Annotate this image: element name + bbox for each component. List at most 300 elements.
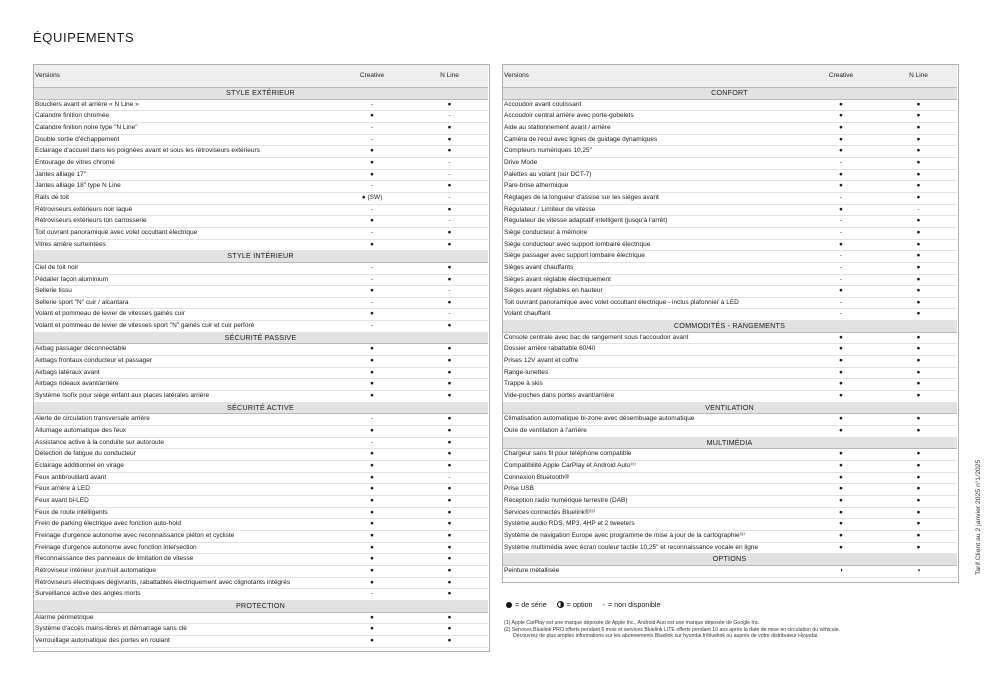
equipment-row: [502, 356, 957, 368]
creative-cell: -: [333, 589, 411, 601]
equipment-name: Accoudoir central arrière avec porte-gobelets: [502, 111, 802, 123]
equipment-name: Alerte de circulation transversale arrière: [33, 414, 333, 426]
creative-cell: -: [333, 227, 411, 239]
creative-cell: ●: [333, 309, 411, 321]
nline-cell: ●: [880, 192, 957, 204]
nline-cell: ●: [880, 507, 957, 519]
creative-cell: -: [802, 251, 880, 263]
equipment-name: Ouïe de ventilation à l'arrière: [502, 426, 802, 438]
section-header-row: [33, 251, 488, 263]
creative-cell: ●: [802, 239, 880, 251]
section-header-row: [33, 332, 488, 344]
creative-cell: ●: [333, 495, 411, 507]
nline-cell: ●: [880, 461, 957, 473]
equipment-row: [33, 426, 488, 438]
equipment-name: Airbags rideaux avant/arrière: [33, 379, 333, 391]
nline-cell: ●: [411, 589, 488, 601]
section-header-row: [33, 600, 488, 612]
nline-cell: ●: [880, 344, 957, 356]
equipment-name: Toit ouvrant panoramique avec volet occultant électrique - inclus plafonnier à LED: [502, 297, 802, 309]
legend: [506, 600, 661, 609]
equipment-name: Régulateur de vitesse adaptatif intelligent (jusqu'à l'arrêt): [502, 216, 802, 228]
nline-cell: ●: [880, 542, 957, 554]
equipment-name: Système audio RDS, MP3, 4HP et 2 tweeters: [502, 519, 802, 531]
footnote-2-continued: Découvrez de plus amples informations sur les abonnements Bluelink sur hyundai.fr/bluelink ou auprès de votre distributeur Hyundai.: [513, 633, 819, 640]
creative-cell: ●: [802, 169, 880, 181]
equipment-row: [33, 146, 488, 158]
creative-cell: ●: [802, 495, 880, 507]
nline-cell: ●: [411, 624, 488, 636]
creative-cell: ●: [333, 484, 411, 496]
equipment-name: Services connectés Bluelink®⁽²⁾: [502, 507, 802, 519]
creative-cell: ●: [333, 530, 411, 542]
nline-cell: -: [411, 157, 488, 169]
creative-cell: ●: [802, 530, 880, 542]
creative-cell: ●: [333, 367, 411, 379]
equipment-name: Volant chauffant: [502, 309, 802, 321]
equipment-name: Chargeur sans fil pour téléphone compatible: [502, 449, 802, 461]
creative-cell: ●: [333, 635, 411, 647]
equipment-row: [502, 565, 957, 577]
equipment-row: [33, 635, 488, 647]
equipment-row: [502, 157, 957, 169]
nline-cell: ●: [880, 426, 957, 438]
equipment-table-left: [33, 64, 488, 648]
equipment-name: Aide au stationnement avant / arrière: [502, 122, 802, 134]
nline-cell: ●: [411, 519, 488, 531]
equipment-name: Système d'accès mains-libres et démarrage sans clé: [33, 624, 333, 636]
equipment-name: Vitres arrière surteintées: [33, 239, 333, 251]
equipment-name: Surveillance active des angles morts: [33, 589, 333, 601]
creative-header: Creative: [802, 65, 880, 88]
equipment-row: [33, 181, 488, 193]
equipment-name: Caméra de recul avec lignes de guidage dynamiques: [502, 134, 802, 146]
equipment-name: Peinture métallisée: [502, 565, 802, 577]
creative-cell: ●: [333, 565, 411, 577]
footnote-2: (2) Services Bluelink PRO offerts pendant 6 mois et services Bluelink LITE offerts pendant 10 ans après la date de mise en circulation du véhicule.: [504, 626, 841, 633]
equipment-row: [33, 437, 488, 449]
creative-cell: -: [802, 297, 880, 309]
nline-cell: ●: [411, 437, 488, 449]
equipment-row: [502, 262, 957, 274]
equipment-row: [502, 181, 957, 193]
creative-cell: ●: [802, 286, 880, 298]
equipment-name: Feux avant bi-LED: [33, 495, 333, 507]
creative-cell: -: [802, 309, 880, 321]
creative-cell: -: [333, 262, 411, 274]
creative-cell: ●: [333, 507, 411, 519]
nline-cell: ●: [411, 122, 488, 134]
nline-cell: -: [411, 286, 488, 298]
equipment-row: [33, 461, 488, 473]
equipment-row: [33, 589, 488, 601]
nline-cell: ●: [411, 274, 488, 286]
equipment-name: Feux antibrouillard avant: [33, 472, 333, 484]
equipment-row: [502, 426, 957, 438]
legend-standard-label: = de série: [515, 600, 547, 609]
nline-cell: ●: [411, 262, 488, 274]
nline-cell: ●: [880, 239, 957, 251]
creative-cell: -: [333, 134, 411, 146]
nline-cell: -: [411, 169, 488, 181]
equipment-name: Console centrale avec bac de rangement sous l'accoudoir avant: [502, 332, 802, 344]
page-title: ÉQUIPEMENTS: [33, 30, 135, 45]
equipment-row: [502, 111, 957, 123]
equipment-row: [33, 624, 488, 636]
nline-cell: ●: [411, 344, 488, 356]
equipment-name: Eclairage d'accueil dans les poignées avant et sous les rétroviseurs extérieurs: [33, 146, 333, 158]
equipment-row: [502, 309, 957, 321]
creative-cell: -: [333, 122, 411, 134]
footnotes: [504, 620, 840, 640]
section-title: CONFORT: [502, 88, 957, 100]
section-header-row: [33, 88, 488, 100]
equipment-name: Rétroviseur intérieur jour/nuit automatique: [33, 565, 333, 577]
creative-cell: ●: [802, 472, 880, 484]
equipment-name: Airbag passager déconnectable: [33, 344, 333, 356]
nline-cell: ●: [880, 146, 957, 158]
creative-cell: ●: [333, 356, 411, 368]
creative-cell: ●: [333, 472, 411, 484]
equipment-name: Climatisation automatique bi-zone avec désembuage automatique: [502, 414, 802, 426]
creative-cell: ●: [333, 379, 411, 391]
option-half-circle-icon: [557, 601, 564, 608]
equipment-row: [502, 332, 957, 344]
equipment-row: [502, 391, 957, 403]
equipment-name: Entourage de vitres chromé: [33, 157, 333, 169]
equipment-row: [502, 146, 957, 158]
equipment-row: [33, 519, 488, 531]
equipment-row: [502, 484, 957, 496]
equipment-row: [33, 414, 488, 426]
equipment-row: [33, 356, 488, 368]
nline-cell: -: [411, 309, 488, 321]
equipment-name: Trappe à skis: [502, 379, 802, 391]
nline-cell: ●: [880, 251, 957, 263]
nline-cell: ●: [411, 577, 488, 589]
equipment-row: [33, 309, 488, 321]
equipment-row: [33, 495, 488, 507]
equipment-row: [502, 519, 957, 531]
nline-header: N Line: [880, 65, 957, 88]
nline-cell: ●: [880, 227, 957, 239]
creative-cell: -: [333, 321, 411, 333]
nline-cell: ●: [880, 169, 957, 181]
nline-cell: ●: [411, 99, 488, 111]
equipment-name: Rétroviseurs extérieurs noir laqué: [33, 204, 333, 216]
equipment-row: [33, 449, 488, 461]
nline-cell: ●: [411, 321, 488, 333]
creative-cell: ●: [802, 461, 880, 473]
nline-cell: ●: [880, 332, 957, 344]
nline-cell: ●: [880, 99, 957, 111]
creative-cell: ●: [802, 542, 880, 554]
creative-cell: ●: [333, 216, 411, 228]
equipment-row: [33, 344, 488, 356]
equipment-name: Eclairage additionnel en virage: [33, 461, 333, 473]
equipment-row: [502, 542, 957, 554]
creative-cell: ●: [802, 344, 880, 356]
creative-cell: ●: [333, 286, 411, 298]
nline-cell: -: [411, 111, 488, 123]
creative-cell: ●: [802, 332, 880, 344]
nline-cell: ●: [411, 426, 488, 438]
equipment-name: Système multimédia avec écran couleur tactile 10,25" et reconnaissance vocale en ligne: [502, 542, 802, 554]
equipment-name: Calandre finition noire type "N Line": [33, 122, 333, 134]
equipment-name: Palettes au volant (sur DCT-7): [502, 169, 802, 181]
equipment-row: [33, 216, 488, 228]
nline-cell: ●: [880, 391, 957, 403]
legend-standard: [506, 600, 547, 609]
nline-cell: ●: [880, 157, 957, 169]
equipment-row: [33, 157, 488, 169]
equipment-row: [502, 414, 957, 426]
equipment-name: Reconnaissance des panneaux de limitation de vitesse: [33, 554, 333, 566]
creative-cell: ●: [802, 414, 880, 426]
creative-cell: -: [802, 262, 880, 274]
equipment-row: [33, 484, 488, 496]
equipment-name: Réception radio numérique terrestre (DAB): [502, 495, 802, 507]
legend-option-label: = option: [566, 600, 593, 609]
creative-cell: -: [802, 227, 880, 239]
equipment-name: Boucliers avant et arrière « N Line »: [33, 99, 333, 111]
section-title: VENTILATION: [502, 402, 957, 414]
equipment-row: [33, 111, 488, 123]
nline-cell: ●: [880, 472, 957, 484]
equipment-row: [33, 134, 488, 146]
equipment-row: [33, 379, 488, 391]
equipment-name: Dossier arrière rabattable 60/40: [502, 344, 802, 356]
section-header-row: [502, 88, 957, 100]
equipment-name: Prise USB: [502, 484, 802, 496]
creative-cell: ●: [333, 239, 411, 251]
equipment-row: [502, 344, 957, 356]
equipment-name: Siège conducteur avec support lombaire électrique: [502, 239, 802, 251]
section-header-row: [33, 402, 488, 414]
equipment-row: [33, 472, 488, 484]
equipment-row: [502, 251, 957, 263]
nline-cell: ●: [411, 356, 488, 368]
nline-cell: ●: [411, 530, 488, 542]
nline-cell: ●: [411, 484, 488, 496]
equipment-name: Toit ouvrant panoramique avec volet occultant électrique: [33, 227, 333, 239]
section-title: SÉCURITÉ ACTIVE: [33, 402, 488, 414]
creative-cell: ●: [802, 507, 880, 519]
equipment-row: [502, 297, 957, 309]
equipment-name: Alarme périmétrique: [33, 612, 333, 624]
equipment-row: [33, 192, 488, 204]
equipment-name: Verrouillage automatique des portes en roulant: [33, 635, 333, 647]
section-title: STYLE EXTÉRIEUR: [33, 88, 488, 100]
equipment-row: [33, 565, 488, 577]
creative-cell: ●: [333, 542, 411, 554]
nline-cell: ●: [880, 274, 957, 286]
equipment-name: Calandre finition chromée: [33, 111, 333, 123]
creative-cell: -: [333, 297, 411, 309]
equipment-row: [33, 612, 488, 624]
creative-cell: ● (SW): [333, 192, 411, 204]
legend-option: [557, 600, 593, 609]
equipment-row: [502, 99, 957, 111]
section-title: OPTIONS: [502, 554, 957, 566]
equipment-name: Freinage d'urgence autonome avec reconnaissance piéton et cycliste: [33, 530, 333, 542]
creative-cell: ◑: [802, 565, 880, 577]
creative-cell: ●: [333, 554, 411, 566]
equipment-row: [502, 204, 957, 216]
equipment-table-right: [502, 64, 957, 578]
equipment-row: [502, 216, 957, 228]
equipment-name: Double sortie d'échappement: [33, 134, 333, 146]
section-header-row: [502, 321, 957, 333]
nline-cell: ●: [411, 554, 488, 566]
equipment-row: [502, 379, 957, 391]
nline-cell: ●: [880, 297, 957, 309]
nline-cell: ●: [880, 122, 957, 134]
nline-cell: ●: [411, 507, 488, 519]
equipment-row: [33, 169, 488, 181]
equipment-name: Rétroviseurs extérieurs ton carrosserie: [33, 216, 333, 228]
creative-cell: ●: [333, 344, 411, 356]
table-header-row: [502, 65, 957, 88]
equipment-name: Volant et pommeau de levier de vitesses gainés cuir: [33, 309, 333, 321]
creative-cell: -: [802, 274, 880, 286]
equipment-row: [33, 286, 488, 298]
equipment-row: [502, 495, 957, 507]
nline-cell: ●: [411, 635, 488, 647]
equipment-name: Sièges avant réglable électriquement: [502, 274, 802, 286]
equipment-name: Sièges avant réglables en hauteur: [502, 286, 802, 298]
equipment-name: Siège conducteur à mémoire: [502, 227, 802, 239]
nline-cell: ●: [880, 414, 957, 426]
creative-cell: -: [802, 192, 880, 204]
equipment-row: [502, 122, 957, 134]
equipment-row: [33, 99, 488, 111]
section-header-row: [502, 402, 957, 414]
equipment-name: Détection de fatigue du conducteur: [33, 449, 333, 461]
nline-cell: ●: [411, 181, 488, 193]
creative-cell: ●: [333, 157, 411, 169]
equipment-name: Connexion Bluetooth®: [502, 472, 802, 484]
equipment-name: Range-lunettes: [502, 367, 802, 379]
equipment-name: Système Isofix pour siège enfant aux places latérales arrière: [33, 391, 333, 403]
nline-cell: ●: [411, 134, 488, 146]
equipment-name: Airbags latéraux avant: [33, 367, 333, 379]
equipment-row: [33, 507, 488, 519]
equipment-row: [502, 239, 957, 251]
creative-cell: ●: [802, 204, 880, 216]
creative-cell: ●: [333, 519, 411, 531]
nline-cell: ●: [880, 309, 957, 321]
nline-cell: ●: [880, 111, 957, 123]
nline-cell: ●: [880, 262, 957, 274]
nline-cell: ●: [411, 367, 488, 379]
equipment-name: Régulateur / Limiteur de vitesse: [502, 204, 802, 216]
section-title: PROTECTION: [33, 600, 488, 612]
creative-cell: -: [333, 274, 411, 286]
nline-cell: ●: [411, 565, 488, 577]
equipment-row: [33, 227, 488, 239]
section-title: SÉCURITÉ PASSIVE: [33, 332, 488, 344]
standard-dot-icon: [506, 602, 512, 608]
nline-cell: -: [411, 216, 488, 228]
equipment-name: Jantes alliage 18" type N Line: [33, 181, 333, 193]
equipment-name: Sellerie tissu: [33, 286, 333, 298]
section-title: MULTIMÉDIA: [502, 437, 957, 449]
creative-cell: ●: [802, 484, 880, 496]
nline-cell: ●: [411, 379, 488, 391]
creative-cell: ●: [333, 577, 411, 589]
equipment-name: Drive Mode: [502, 157, 802, 169]
equipment-row: [502, 530, 957, 542]
section-title: COMMODITÉS - RANGEMENTS: [502, 321, 957, 333]
equipment-name: Rails de toit: [33, 192, 333, 204]
nline-cell: -: [411, 192, 488, 204]
creative-cell: ●: [333, 624, 411, 636]
equipment-row: [502, 169, 957, 181]
equipment-row: [33, 530, 488, 542]
equipment-name: Freinage d'urgence autonome avec fonction intersection: [33, 542, 333, 554]
creative-cell: ●: [802, 379, 880, 391]
creative-cell: ●: [333, 449, 411, 461]
nline-cell: ●: [411, 239, 488, 251]
nline-header: N Line: [411, 65, 488, 88]
nline-cell: ◑: [880, 565, 957, 577]
nline-cell: ●: [880, 449, 957, 461]
versions-header: Versions: [33, 65, 333, 88]
nline-cell: ●: [880, 367, 957, 379]
section-title: STYLE INTÉRIEUR: [33, 251, 488, 263]
creative-cell: ●: [802, 146, 880, 158]
equipment-name: Frein de parking électrique avec fonction auto-hold: [33, 519, 333, 531]
footnote-1: (1) Apple CarPlay est une marque déposée de Apple Inc., Android Auo est une marque déposée de Google Inc.: [504, 620, 760, 626]
section-header-row: [502, 554, 957, 566]
nline-cell: ●: [411, 449, 488, 461]
equipment-row: [33, 554, 488, 566]
equipment-row: [33, 297, 488, 309]
nline-cell: ●: [880, 134, 957, 146]
nline-cell: ●: [411, 204, 488, 216]
nline-cell: ●: [880, 286, 957, 298]
equipment-name: Airbags frontaux conducteur et passager: [33, 356, 333, 368]
creative-cell: ●: [802, 111, 880, 123]
creative-cell: ●: [802, 181, 880, 193]
creative-cell: ●: [333, 426, 411, 438]
equipment-row: [33, 391, 488, 403]
creative-cell: -: [333, 437, 411, 449]
legend-unavailable: [603, 600, 661, 609]
equipment-name: Prises 12V avant et coffre: [502, 356, 802, 368]
nline-cell: ●: [880, 495, 957, 507]
equipment-row: [502, 227, 957, 239]
equipment-name: Sièges avant chauffants: [502, 262, 802, 274]
nline-cell: ●: [880, 379, 957, 391]
creative-cell: -: [802, 216, 880, 228]
creative-cell: ●: [802, 134, 880, 146]
equipment-name: Ciel de toit noir: [33, 262, 333, 274]
nline-cell: ●: [880, 356, 957, 368]
creative-cell: ●: [333, 612, 411, 624]
nline-cell: ●: [411, 414, 488, 426]
creative-cell: ●: [802, 426, 880, 438]
equipment-row: [33, 239, 488, 251]
equipment-row: [33, 321, 488, 333]
equipment-name: Accoudoir avant coulissant: [502, 99, 802, 111]
nline-cell: ●: [880, 519, 957, 531]
nline-cell: -: [411, 472, 488, 484]
creative-cell: ●: [333, 461, 411, 473]
equipment-row: [502, 461, 957, 473]
equipment-name: Assistance active à la conduite sur autoroute: [33, 437, 333, 449]
